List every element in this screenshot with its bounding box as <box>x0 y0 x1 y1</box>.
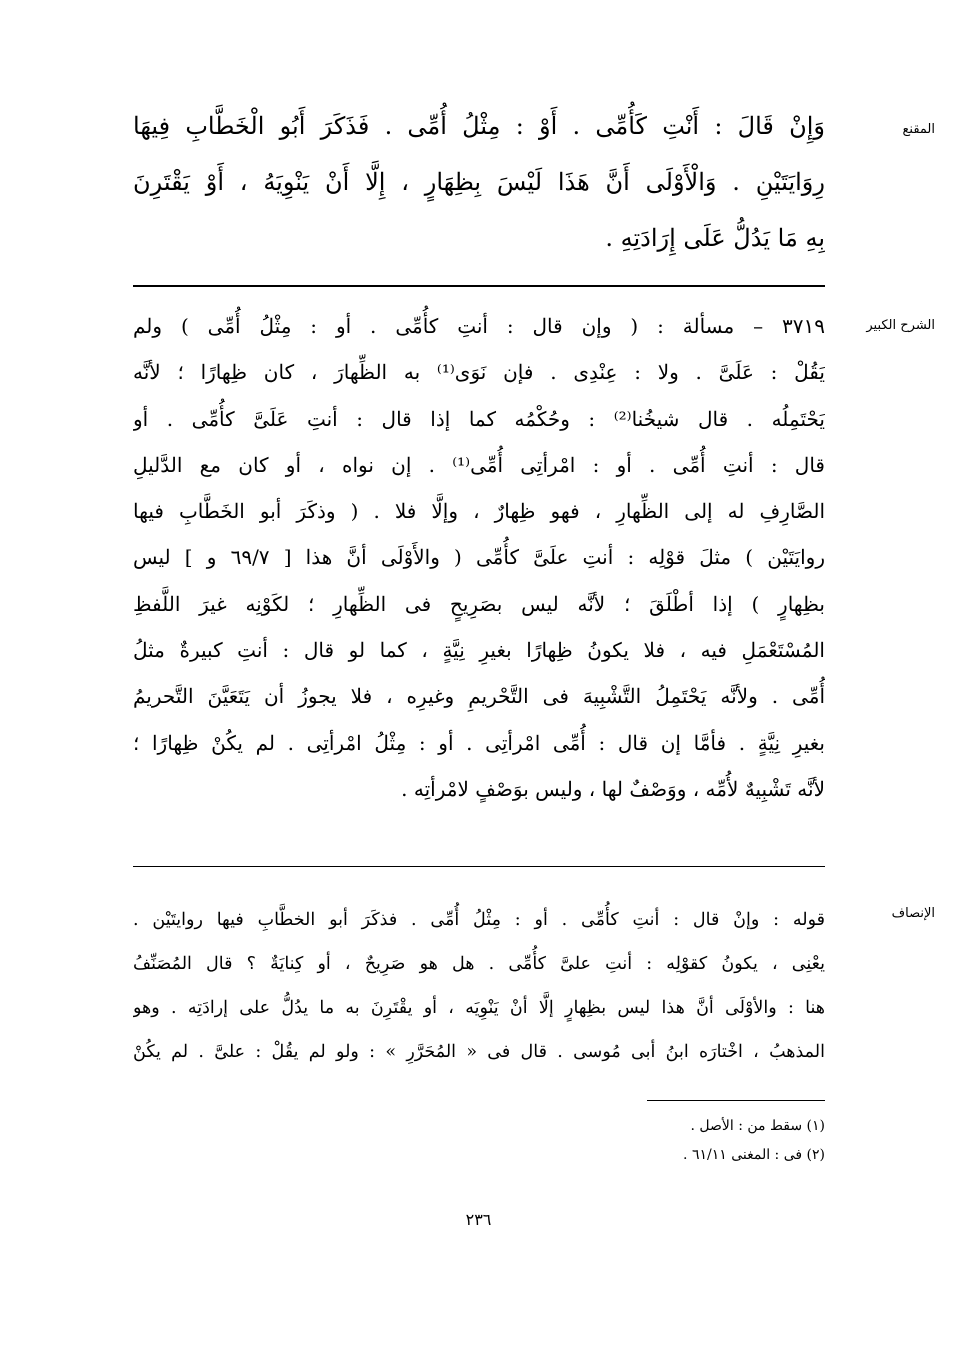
sharh-line: قال : أنتِ أُمِّى . أو : امْرأتِى أُمِّى⁽¹⁾ . إن نواه ، أو كان مع الدَّليلِ <box>133 452 825 477</box>
insaf-section-label: الإنصاف <box>891 906 935 921</box>
muqni-text-block <box>133 98 825 266</box>
sharh-line: لأنَّه تَشْبِيهٌ لأُمِّه ، ووَصْفٌ لها ، وليس بوَصْفٍ لامْرأتِه . <box>401 776 825 801</box>
page-number: ٢٣٦ <box>465 1210 492 1229</box>
sharh-line: ٣٧١٩ – مسألة : ( وإن قال : أنتِ كأُمِّى . أو : مِثْلُ أُمِّى ) ولم <box>133 314 825 338</box>
sharh-line: روايَتَيْن ) مثلَ قوْلِه : أنتِ علَىَّ كأُمِّى ( والأَوْلَى أنَّ هذا [ ٦٩/٧ و ] ليس <box>133 545 825 570</box>
sharh-line: المُسْتَعْمَلِ فيه ، فلا يكونُ ظِهارًا بغيرِ نِيَّةٍ ، كما لو قال : أنتِ كبيرةٌ مثلُ <box>133 638 825 663</box>
muqni-section-label: المقنع <box>902 122 935 137</box>
footnote: (١) سقط من : الأصل . <box>690 1118 825 1134</box>
sharh-line: الصَّارِفِ له إلى الظِّهارِ ، فهو ظِهارٌ ، وإلَّا فلا . ( وذكَرَ أبو الخَطَّابِ فيها <box>133 499 825 524</box>
muqni-line: وَإِنْ قَالَ : أَنْتِ كَأُمِّى . أَوْ : مِثْلُ أُمِّى . فَذَكَرَ أَبُو الْخَطَّابِ فِيهَا <box>133 112 825 140</box>
section-divider <box>133 285 825 287</box>
sharh-section-label: الشرح الكبير <box>866 318 935 333</box>
insaf-text-block <box>133 898 825 1074</box>
footnote-divider <box>647 1100 825 1101</box>
sharh-line: بغيرِ نِيَّةٍ . فأمَّا إن قال : أُمِّى امْرأتِى . أو : مِثْلُ امْرأتِى . لم يكُنْ ظِهارًا ؛ <box>133 730 825 755</box>
insaf-line: المذهبُ ، اخْتارَه ابنُ أبى مُوسى . قال فى « المُحَرَّرِ » : ولو لم يقُلْ : علىَّ . لم يكُنْ <box>133 1042 825 1062</box>
sharh-line: أُمِّى . ولأنَّه يَحْتَمِلُ التَّشْبِيهَ فى التَّحْريمِ وغيرِه ، فلا يجوزُ أن يَتَعَيَّنَ التَّحريمُ <box>133 684 825 709</box>
sharh-line: بظِهارٍ ) إذا أطْلَقَ ؛ لأنَّه ليس بصَرِيحٍ فى الظِّهارِ ؛ لكَوْنِه غيرَ اللَّفظِ <box>133 591 825 616</box>
insaf-line: هنا : والأوْلَى أنَّ هذا ليس بظِهارٍ إلَّا أنْ يَنْوِيَه ، أو يقْتَرِنَ به ما يدُلُّ على إرادَتِه . وهو <box>133 998 825 1018</box>
footnotes <box>425 1112 825 1170</box>
sharh-line: يَقُلْ : عَلَىَّ . ولا : عِنْدِى . فإن نَوَى⁽¹⁾ به الظِّهارَ ، كان ظِهارًا ؛ لأنَّه <box>133 360 825 385</box>
insaf-line: قوله : وإنْ قال : أنتِ كأُمِّى . أو : مِثْلُ أُمِّى . فذكَرَ أبو الخطَّابِ فيها روايتَيْن . <box>133 910 825 930</box>
muqni-line: رِوَايَتَيْنِ . وَالْأَوْلَى أَنَّ هَذَا لَيْسَ بِظِهَارٍ ، إِلَّا أَنْ يَنْوِيَهُ ، أَوْ يَقْتَرِنَ <box>133 168 825 196</box>
muqni-line: بِهِ مَا يَدُلُّ عَلَى إِرَادَتِهِ . <box>605 224 825 252</box>
footnote: (٢) فى : المغنى ٦١/١١ . <box>683 1147 825 1163</box>
sharh-line: يَحْتَمِلُه . قال شيخُنا⁽²⁾ : وحُكْمُه كما إذا قال : أنتِ عَلَىَّ كأُمِّى . أو <box>133 406 825 431</box>
section-divider <box>133 866 825 867</box>
sharh-text-block <box>133 303 825 812</box>
insaf-line: يعْنِى ، يكونُ كقوْلِه : أنتِ علىَّ كأُمِّى . هل هو صَرِيحٌ ، أو كِنايَةٌ ؟ قال المُصَنِّفُ <box>133 954 825 974</box>
